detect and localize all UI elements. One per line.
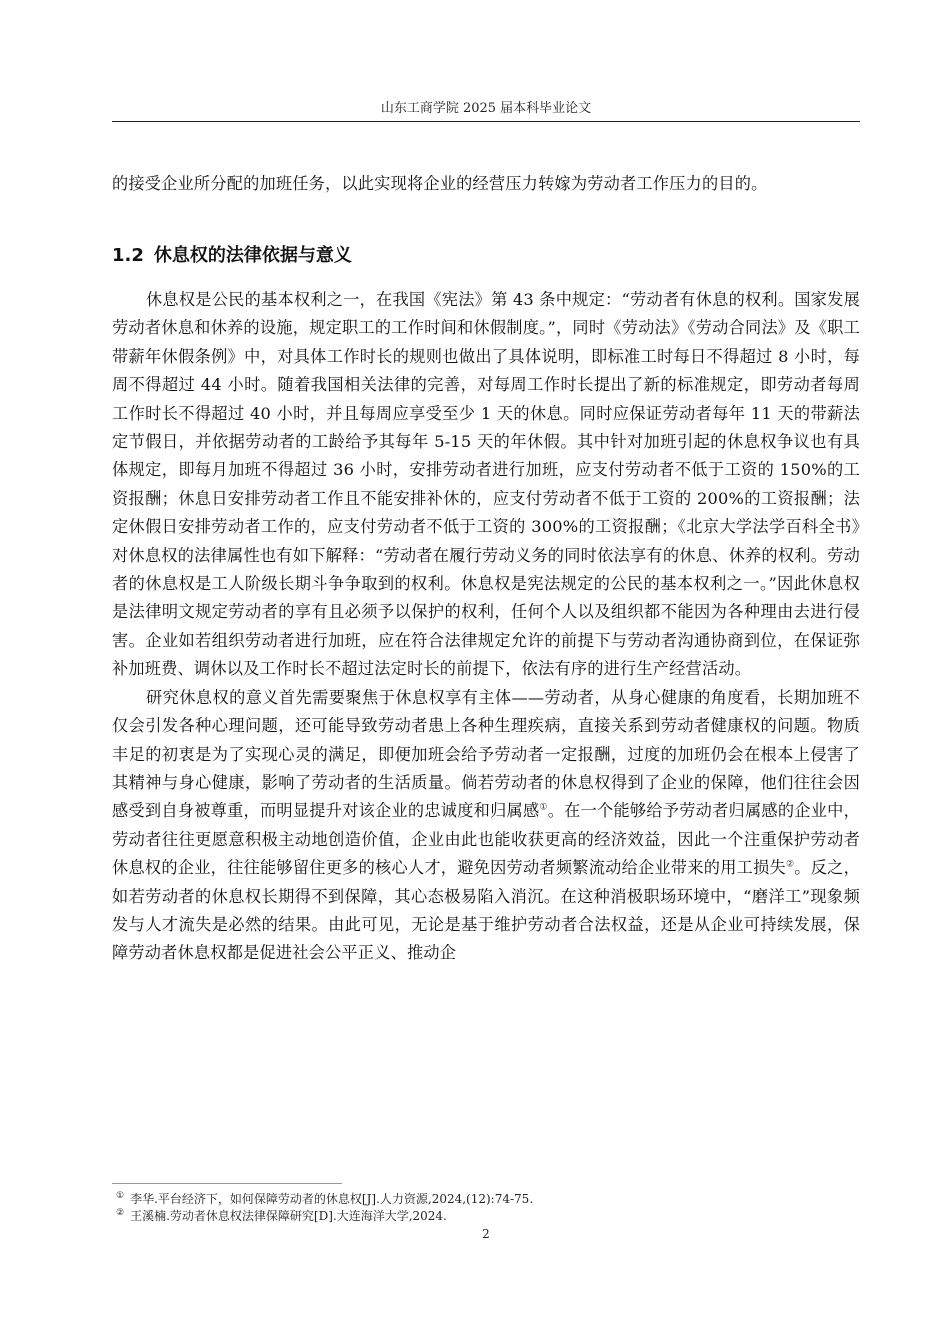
continuation-text: 的接受企业所分配的加班任务，以此实现将企业的经营压力转嫁为劳动者工作压力的目的。 (112, 174, 768, 193)
body-text (112, 286, 860, 968)
running-header: 山东工商学院 2025 届本科毕业论文 (380, 101, 592, 116)
footnote-item (112, 1208, 860, 1225)
footnote-mark: ① (116, 1191, 125, 1201)
paragraph-significance-part-3: 。反之，如若劳动者的休息权长期得不到保障，其心态极易陷入消沉。在这种消极职场环境中，“磨洋工”现象频发与人才流失是必然的结果。由此可见，无论是基于维护劳动者合法权益，还是从企业可持续发展，保障劳动者休息权都是促进社会公平正义、推动企 (112, 858, 860, 963)
section-title: 休息权的法律依据与意义 (153, 245, 352, 266)
continuation-paragraph (112, 170, 860, 198)
footnote-text: 王溪楠.劳动者休息权法律保障研究[D].大连海洋大学,2024. (130, 1209, 447, 1223)
footnote-item (112, 1191, 860, 1208)
paragraph-legal-basis: 休息权是公民的基本权利之一，在我国《宪法》第 43 条中规定：“劳动者有休息的权利。国家发展劳动者休息和休养的设施，规定职工的工作时间和休假制度。”，同时《劳动法》《劳动合同法》及《职工带薪年休假条例》中，对具体工作时长的规则也做出了具体说明，即标准工时每日不得超过 8 小时，每周不得超过 44 小时。随着我国相关法律的完善，对每周工作时长提出了新的标准规定，即劳动者每周工作时长不得超过 40 小时，并且每周应享受至少 1 天的休息。同时应保证劳动者每年 11 天的带薪法定节假日，并依据劳动者的工龄给予其每年 5-15 天的年休假。其中针对加班引起的休息权争议也有具体规定，即每月加班不得超过 36 小时，安排劳动者进行加班，应支付劳动者不低于工资的 150%的工资报酬；休息日安排劳动者工作且不能安排补休的，应支付劳动者不低于工资的 200%的工资报酬；法定休假日安排劳动者工作的，应支付劳动者不低于工资的 300%的工资报酬；《北京大学法学百科全书》对休息权的法律属性也有如下解释：“劳动者在履行劳动义务的同时依法享有的休息、休养的权利。劳动者的休息权是工人阶级长期斗争争取到的权利。休息权是宪法规定的公民的基本权利之一。”因此休息权是法律明文规定劳动者的享有且必须予以保护的权利，任何个人以及组织都不能因为各种理由去进行侵害。企业如若组织劳动者进行加班，应在符合法律规定允许的前提下与劳动者沟通协商到位，在保证弥补加班费、调休以及工作时长不超过法定时长的前提下，依法有序的进行生产经营活动。 (112, 290, 860, 679)
footnote-rule (112, 1183, 342, 1184)
footnote-mark: ② (116, 1208, 125, 1218)
paragraph-significance-part-2: 。在一个能够给予劳动者归属感的企业中，劳动者往往更愿意积极主动地创造价值，企业由此也能收获更高的经济效益，因此一个注重保护劳动者休息权的企业，往往能够留住更多的核心人才，避免因劳动者频繁流动给企业带来的用工损失 (112, 801, 860, 878)
page-number: 2 (482, 1227, 490, 1241)
footnotes (112, 1191, 860, 1225)
footnote-ref-1[interactable]: ① (539, 802, 548, 813)
paragraph-significance (112, 684, 860, 968)
footnote-text: 李华.平台经济下，如何保障劳动者的休息权[J].人力资源,2024,(12):74-75. (130, 1192, 534, 1206)
footnote-ref-2[interactable]: ② (785, 859, 795, 870)
header-rule (112, 121, 860, 122)
paragraph-significance-part-1: 研究休息权的意义首先需要聚焦于休息权享有主体——劳动者，从身心健康的角度看，长期加班不仅会引发各种心理问题，还可能导致劳动者患上各种生理疾病，直接关系到劳动者健康权的问题。物质丰足的初衷是为了实现心灵的满足，即便加班会给予劳动者一定报酬，过度的加班仍会在根本上侵害了其精神与身心健康，影响了劳动者的生活质量。倘若劳动者的休息权得到了企业的保障，他们往往会因感受到自身被尊重，而明显提升对该企业的忠诚度和归属感 (112, 687, 860, 821)
section-number: 1.2 (112, 245, 144, 266)
section-heading (112, 240, 860, 272)
